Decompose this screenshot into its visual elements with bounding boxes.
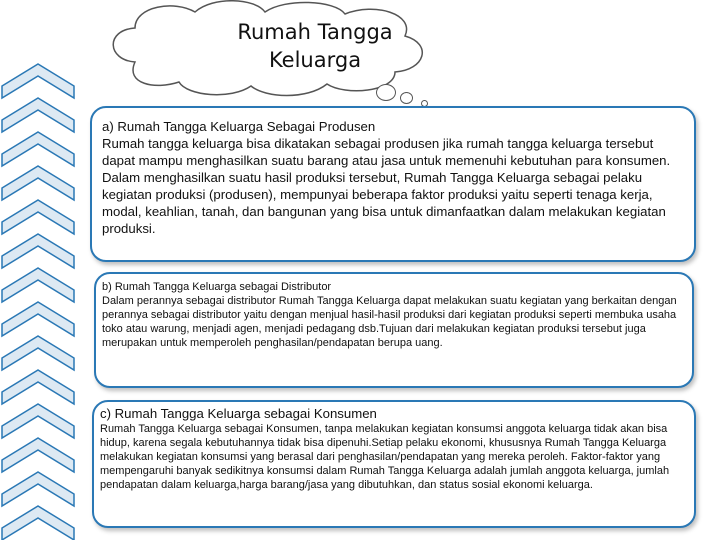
consumer-heading: c) Rumah Tangga Keluarga sebagai Konsumen (100, 406, 377, 421)
chevron-icon (2, 268, 74, 302)
page-title (205, 18, 425, 74)
chevron-icon (2, 166, 74, 200)
chevron-icon (2, 98, 74, 132)
distributor-card (94, 272, 694, 388)
chevron-icon (2, 64, 74, 98)
consumer-card (92, 400, 696, 528)
title-line-1: Rumah Tangga (237, 20, 393, 44)
chevron-icon (2, 438, 74, 472)
chevron-icon (2, 302, 74, 336)
chevron-icon (2, 404, 74, 438)
chevron-icon (2, 234, 74, 268)
chevron-stack-graphic (0, 60, 78, 540)
producer-body: Rumah tangga keluarga bisa dikatakan sebagai produsen jika rumah tangga keluarga tersebut dapat mampu menghasilkan suatu barang atau jasa untuk memenuhi kebutuhan para konsumen. Dalam menghasilkan suatu hasil produksi tersebut, Rumah Tangga Keluarga sebagai pelaku kegiatan produksi (produsen), mempunyai beberapa faktor produksi yaitu seperti tenaga kerja, modal, keahlian, tanah, dan bangunan yang bisa untuk dimanfaatkan dalam melakukan kegiatan produksi. (102, 136, 671, 236)
chevron-icon (2, 506, 74, 540)
title-line-2: Keluarga (268, 48, 362, 72)
thought-bubble-medium (400, 92, 413, 104)
chevron-icon (2, 336, 74, 370)
thought-bubble-large (376, 84, 396, 101)
chevron-icon (2, 200, 74, 234)
chevron-icon (2, 132, 74, 166)
chevron-icon (2, 370, 74, 404)
chevron-icon (2, 472, 74, 506)
producer-heading: a) Rumah Tangga Keluarga Sebagai Produsen (102, 119, 376, 134)
distributor-body: Dalam perannya sebagai distributor Rumah Tangga Keluarga dapat melakukan suatu kegiatan yang berkaitan dengan perannya sebagai distributor yaitu dengan menjual hasil-hasil produksi dari kegiatan produksi seperti membuka usaha toko atau warung, menjadi agen, menjadi pedagang dsb.Tujuan dari melakukan kegiatan produksi tersebut juga merupakan untuk memperoleh penghasilan/pendapatan berupa uang. (102, 295, 677, 349)
chevron-stack (0, 60, 78, 540)
producer-card (90, 106, 696, 262)
consumer-body: Rumah Tangga Keluarga sebagai Konsumen, tanpa melakukan kegiatan konsumsi anggota keluarga tidak akan bisa hidup, karena segala kebutuhannya tidak bisa dipenuhi.Setiap pelaku ekonomi, khususnya Rumah Tangga Keluarga melakukan kegiatan konsumsi yang berasal dari penghasilan/pendapatan yang mereka peroleh. Faktor-faktor yang mempengaruhi banyak sedikitnya konsumsi dalam Rumah Tangga Keluarga adalah jumlah anggota keluarga, jumlah pendapatan dalam keluarga,harga barang/jasa yang dibutuhkan, dan status sosial ekonomi keluarga. (100, 423, 670, 491)
distributor-heading: b) Rumah Tangga Keluarga sebagai Distributor (102, 281, 332, 293)
